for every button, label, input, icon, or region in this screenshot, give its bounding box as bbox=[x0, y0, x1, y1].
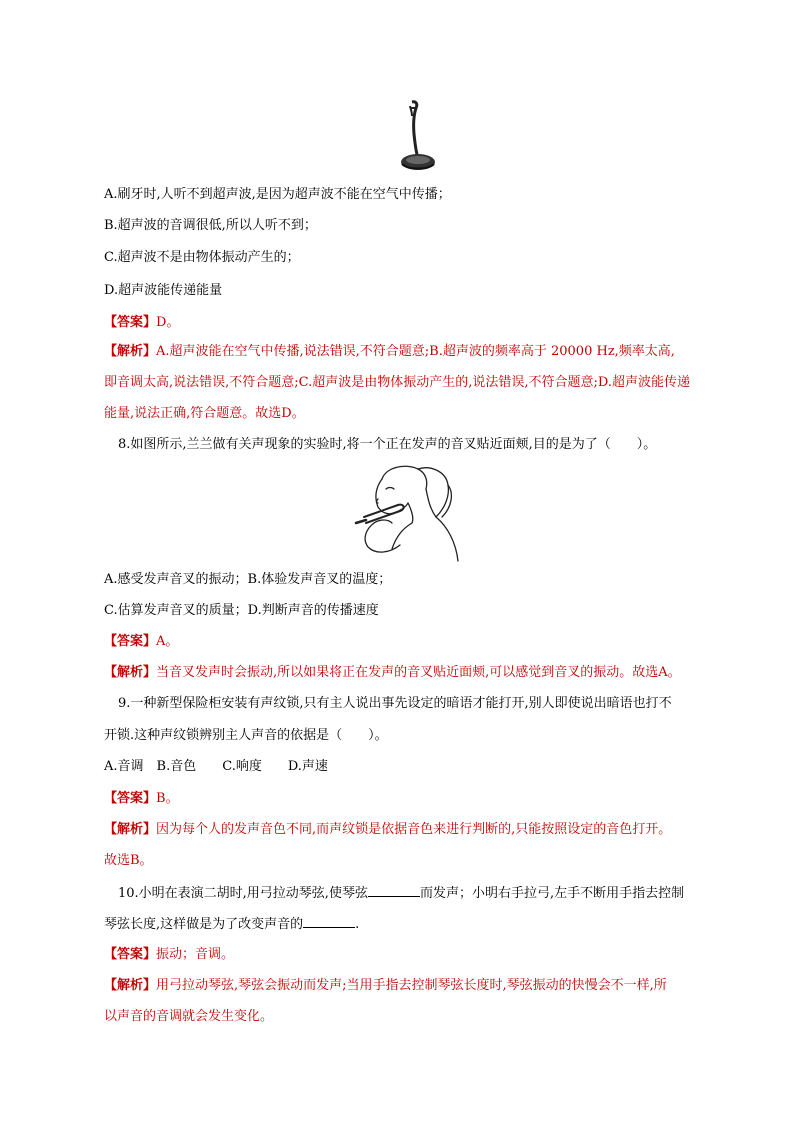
q9-stem-line-2: 开锁.这种声纹锁辨别主人声音的依据是（ ）。 bbox=[104, 728, 388, 743]
answer-value: A。 bbox=[156, 634, 179, 649]
q10-analysis-line-1: 【解析】用弓拉动琴弦,琴弦会振动而发声;当用手指去控制琴弦长度时,琴弦振动的快慢会不一样,所 bbox=[104, 978, 667, 993]
q8-analysis: 【解析】当音叉发声时会振动,所以如果将正在发声的音叉贴近面颊,可以感觉到音叉的振动。故选A。 bbox=[104, 665, 681, 680]
answer-tag: 【答案】 bbox=[104, 947, 157, 962]
analysis-tag: 【解析】 bbox=[104, 978, 157, 993]
q9-answer bbox=[104, 790, 724, 808]
answer-value: D。 bbox=[156, 315, 180, 330]
q7-analysis-line-2: 即音调太高,说法错误,不符合题意;C.超声波是由物体振动产生的,说法错误,不符合题意;D.超声波能传递 bbox=[104, 375, 690, 390]
q10-answer bbox=[104, 946, 724, 964]
q8-answer bbox=[104, 633, 724, 651]
q8-options-line-1: A.感受发声音叉的振动；B.体验发声音叉的温度； bbox=[104, 572, 392, 587]
q7-option-a: A.刷牙时,人听不到超声波,是因为超声波不能在空气中传播； bbox=[104, 187, 451, 202]
q10-stem-line-1: 10.小明在表演二胡时,用弓拉动琴弦,使琴弦 而发声；小明右手拉弓,左手不断用手指去控制 bbox=[118, 886, 685, 901]
q7-option-d: D.超声波能传递能量 bbox=[104, 283, 223, 298]
fill-blank-2 bbox=[303, 915, 355, 928]
fill-blank-1 bbox=[368, 884, 420, 897]
answer-tag: 【答案】 bbox=[104, 634, 157, 649]
q10-analysis-line-2: 以声音的音调就会发生变化。 bbox=[104, 1009, 274, 1024]
answer-tag: 【答案】 bbox=[104, 315, 157, 330]
q9-analysis-line-2: 故选B。 bbox=[104, 853, 153, 868]
answer-value: 振动；音调。 bbox=[156, 947, 235, 962]
analysis-tag: 【解析】 bbox=[104, 344, 157, 359]
analysis-tag: 【解析】 bbox=[104, 665, 157, 680]
q9-options: A.音调 B.音色 C.响度 D.声速 bbox=[104, 759, 328, 774]
q8-options-line-2: C.估算发声音叉的质量；D.判断声音的传播速度 bbox=[104, 603, 379, 618]
q7-analysis-line-1: 【解析】A.超声波能在空气中传播,说法错误,不符合题意;B.超声波的频率高于 20000 Hz,频率太高, bbox=[104, 344, 675, 359]
answer-tag: 【答案】 bbox=[104, 791, 157, 806]
q7-option-b: B.超声波的音调很低,所以人听不到； bbox=[104, 218, 317, 233]
q9-stem-line-1: 9.一种新型保险柜安装有声纹锁,只有主人说出事先设定的暗语才能打开,别人即使说出暗语也打不 bbox=[118, 696, 672, 711]
analysis-tag: 【解析】 bbox=[104, 822, 157, 837]
girl-tuning-fork-figure bbox=[352, 463, 460, 563]
q7-analysis-line-3: 能量,说法正确,符合题意。故选D。 bbox=[104, 406, 305, 421]
q10-stem-line-2: 琴弦长度,这样做是为了改变声音的 . bbox=[104, 917, 360, 932]
q8-stem: 8.如图所示,兰兰做有关声现象的实验时,将一个正在发声的音叉贴近面颊,目的是为了（ ）。 bbox=[118, 437, 657, 452]
q7-answer bbox=[104, 314, 724, 332]
answer-value: B。 bbox=[156, 791, 179, 806]
electric-toothbrush-figure bbox=[394, 100, 444, 174]
q7-option-c: C.超声波不是由物体振动产生的； bbox=[104, 250, 300, 265]
q9-analysis-line-1: 【解析】因为每个人的发声音色不同,而声纹锁是依据音色来进行判断的,只能按照设定的音色打开。 bbox=[104, 822, 672, 837]
